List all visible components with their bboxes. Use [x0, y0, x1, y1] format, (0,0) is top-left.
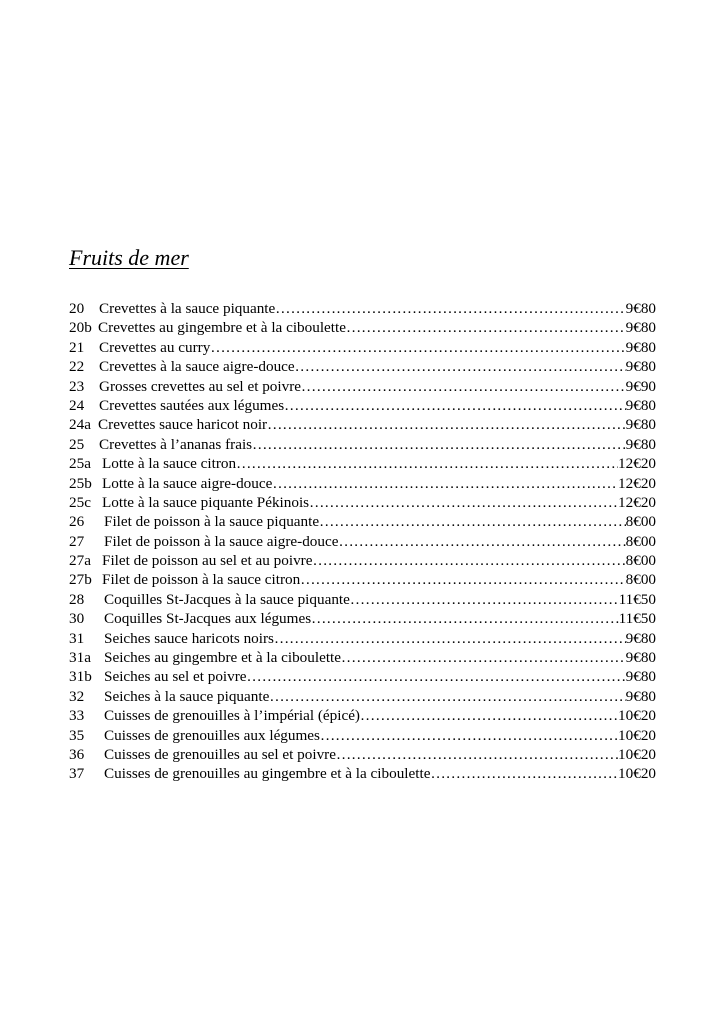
dot-leader [338, 532, 625, 551]
item-name: Cuisses de grenouilles à l’impérial (épicé) [104, 707, 360, 725]
item-name: Grosses crevettes au sel et poivre [99, 377, 302, 395]
dot-leader [210, 338, 625, 357]
item-number: 31 [69, 629, 85, 647]
item-price: 10€20 [618, 707, 656, 725]
menu-item [69, 687, 656, 706]
item-price: 8€00 [625, 571, 656, 589]
menu-item [69, 609, 656, 628]
menu-item [69, 532, 656, 551]
dot-leader [336, 745, 618, 764]
menu-item [69, 435, 656, 454]
menu-item [69, 764, 656, 783]
item-name: Filet de poisson au sel et au poivre [102, 552, 313, 570]
item-price: 9€80 [625, 319, 656, 337]
item-number: 27a [69, 552, 91, 570]
item-name: Filet de poisson à la sauce piquante [104, 513, 320, 531]
item-name: Crevettes à l’ananas frais [99, 435, 253, 453]
item-price: 8€00 [625, 552, 656, 570]
item-name: Lotte à la sauce piquante Pékinois [102, 493, 310, 511]
dot-leader [346, 318, 626, 337]
item-number: 37 [69, 765, 85, 783]
item-price: 9€80 [625, 396, 656, 414]
item-price: 12€20 [618, 455, 656, 473]
item-name: Seiches sauce haricots noirs [104, 629, 274, 647]
menu-item [69, 454, 656, 473]
item-name: Filet de poisson à la sauce aigre-douce [104, 532, 339, 550]
item-price: 12€20 [618, 493, 656, 511]
item-price: 9€80 [625, 435, 656, 453]
item-number: 25c [69, 493, 91, 511]
item-price: 9€80 [625, 687, 656, 705]
item-price: 9€80 [625, 668, 656, 686]
item-number: 20 [69, 300, 85, 317]
item-name: Cuisses de grenouilles au gingembre et à la ciboulette [104, 765, 431, 783]
item-name: Seiches à la sauce piquante [104, 687, 270, 705]
item-name: Crevettes au gingembre et à la ciboulette [98, 319, 346, 337]
dot-leader [275, 299, 625, 318]
item-number: 28 [69, 590, 85, 608]
menu-item [69, 318, 656, 337]
menu-item [69, 338, 656, 357]
menu-item [69, 551, 656, 570]
dot-leader [267, 415, 626, 434]
item-name: Cuisses de grenouilles au sel et poivre [104, 745, 336, 763]
item-price: 9€80 [625, 358, 656, 376]
item-number: 27 [69, 532, 85, 550]
item-price: 9€80 [625, 300, 656, 317]
item-price: 10€20 [618, 765, 656, 783]
menu-item [69, 648, 656, 667]
item-price: 11€50 [618, 610, 656, 628]
item-number: 27b [69, 571, 92, 589]
dot-leader [236, 454, 618, 473]
item-number: 24a [69, 416, 91, 434]
item-price: 9€80 [625, 649, 656, 667]
dot-leader [320, 726, 618, 745]
item-price: 10€20 [618, 726, 656, 744]
menu-item [69, 590, 656, 609]
dot-leader [300, 570, 625, 589]
item-number: 23 [69, 377, 85, 395]
menu-list [69, 299, 656, 784]
dot-leader [350, 590, 619, 609]
item-price: 9€90 [625, 377, 656, 395]
item-number: 22 [69, 358, 85, 376]
menu-item [69, 512, 656, 531]
dot-leader [311, 609, 618, 628]
item-name: Lotte à la sauce aigre-douce [102, 474, 273, 492]
menu-item [69, 396, 656, 415]
item-number: 31a [69, 649, 91, 667]
item-number: 33 [69, 707, 85, 725]
item-name: Filet de poisson à la sauce citron [102, 571, 301, 589]
menu-item [69, 629, 656, 648]
dot-leader [269, 687, 625, 706]
item-price: 10€20 [618, 745, 656, 763]
dot-leader [341, 648, 626, 667]
menu-item [69, 415, 656, 434]
item-name: Crevettes sautées aux légumes [99, 396, 285, 414]
item-name: Crevettes au curry [99, 338, 211, 356]
dot-leader [274, 629, 626, 648]
item-name: Crevettes à la sauce piquante [99, 300, 276, 317]
item-price: 12€20 [618, 474, 656, 492]
item-name: Coquilles St-Jacques aux légumes [104, 610, 312, 628]
item-number: 24 [69, 396, 85, 414]
dot-leader [309, 493, 618, 512]
dot-leader [284, 396, 625, 415]
item-price: 9€80 [625, 338, 656, 356]
dot-leader [295, 357, 626, 376]
dot-leader [272, 474, 618, 493]
item-number: 20b [69, 319, 92, 337]
item-name: Crevettes à la sauce aigre-douce [99, 358, 295, 376]
item-name: Seiches au gingembre et à la ciboulette [104, 649, 342, 667]
dot-leader [319, 512, 626, 531]
section-title: Fruits de mer [69, 245, 189, 270]
item-number: 36 [69, 745, 85, 763]
menu-item [69, 474, 656, 493]
item-number: 26 [69, 513, 85, 531]
item-number: 25a [69, 455, 91, 473]
menu-item [69, 357, 656, 376]
dot-leader [252, 435, 626, 454]
item-number: 30 [69, 610, 85, 628]
item-name: Crevettes sauce haricot noir [98, 416, 268, 434]
menu-item [69, 377, 656, 396]
menu-item [69, 745, 656, 764]
item-name: Lotte à la sauce citron [102, 455, 237, 473]
menu-item [69, 570, 656, 589]
item-price: 8€00 [625, 532, 656, 550]
dot-leader [360, 706, 618, 725]
item-number: 35 [69, 726, 85, 744]
item-name: Coquilles St-Jacques à la sauce piquante [104, 590, 350, 608]
item-price: 8€00 [625, 513, 656, 531]
menu-item [69, 493, 656, 512]
item-price: 9€80 [625, 629, 656, 647]
item-number: 25b [69, 474, 92, 492]
item-number: 25 [69, 435, 85, 453]
item-number: 31b [69, 668, 92, 686]
dot-leader [430, 764, 618, 783]
menu-item [69, 706, 656, 725]
item-name: Seiches au sel et poivre [104, 668, 247, 686]
menu-item [69, 299, 656, 318]
item-name: Cuisses de grenouilles aux légumes [104, 726, 320, 744]
item-price: 9€80 [625, 416, 656, 434]
dot-leader [301, 377, 626, 396]
item-price: 11€50 [618, 590, 656, 608]
menu-item [69, 726, 656, 745]
item-number: 21 [69, 338, 85, 356]
dot-leader [247, 667, 626, 686]
item-number: 32 [69, 687, 85, 705]
dot-leader [312, 551, 625, 570]
menu-item [69, 667, 656, 686]
